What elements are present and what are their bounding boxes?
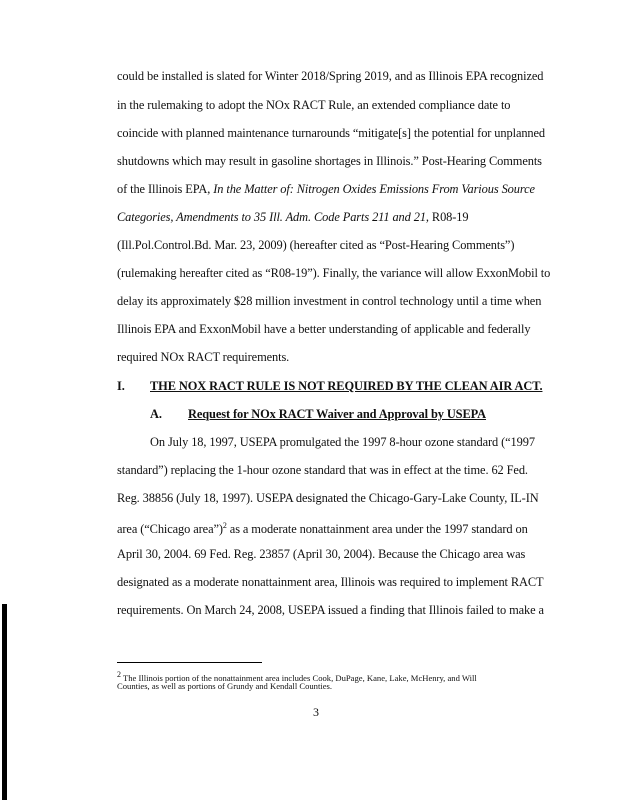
- text-line: On July 18, 1997, USEPA promulgated the 1997 8-hour ozone standard (“1997: [150, 435, 535, 449]
- text-line: [117, 210, 469, 224]
- footnote-continued: Counties, as well as portions of Grundy and Kendall Counties.: [117, 681, 333, 691]
- scan-edge-mark: [2, 604, 7, 800]
- text-line: April 30, 2004. 69 Fed. Reg. 23857 (April 30, 2004). Because the Chicago area was: [117, 547, 526, 561]
- text-line: (Ill.Pol.Control.Bd. Mar. 23, 2009) (hereafter cited as “Post-Hearing Comments”): [117, 238, 515, 252]
- text-line: Illinois EPA and ExxonMobil have a better understanding of applicable and federally: [117, 322, 531, 336]
- case-title-italic: Categories, Amendments to 35 Ill. Adm. Code Parts 211 and 21,: [117, 210, 429, 224]
- text-line: in the rulemaking to adopt the NOx RACT Rule, an extended compliance date to: [117, 98, 511, 112]
- footnote-reference: 2: [222, 521, 227, 530]
- text-line: Reg. 38856 (July 18, 1997). USEPA designated the Chicago-Gary-Lake County, IL-IN: [117, 491, 539, 505]
- text-line: shutdowns which may result in gasoline shortages in Illinois.” Post-Hearing Comments: [117, 154, 542, 168]
- text-line: delay its approximately $28 million investment in control technology until a time when: [117, 294, 542, 308]
- text-span: area (“Chicago area”): [117, 522, 223, 537]
- text-line: [117, 182, 535, 196]
- text-line: could be installed is slated for Winter 2018/Spring 2019, and as Illinois EPA recognized: [117, 69, 544, 83]
- text-line: standard”) replacing the 1-hour ozone standard that was in effect at the time. 62 Fed.: [117, 463, 528, 477]
- section-title: THE NOX RACT RULE IS NOT REQUIRED BY THE CLEAN AIR ACT.: [150, 379, 543, 393]
- subsection-title: Request for NOx RACT Waiver and Approval by USEPA: [188, 407, 487, 421]
- subsection-heading: [150, 407, 487, 421]
- text-line: coincide with planned maintenance turnarounds “mitigate[s] the potential for unplanned: [117, 126, 546, 140]
- text-line: required NOx RACT requirements.: [117, 350, 290, 364]
- text-line: designated as a moderate nonattainment area, Illinois was required to implement RACT: [117, 575, 544, 589]
- text-span: of the Illinois EPA,: [117, 182, 211, 196]
- text-line: requirements. On March 24, 2008, USEPA issued a finding that Illinois failed to make a: [117, 603, 544, 617]
- footnote-text: The Illinois portion of the nonattainment area includes Cook, DuPage, Kane, Lake, McHenry, and Will: [121, 672, 477, 683]
- footnote-marker: 2: [117, 670, 121, 679]
- section-number: I.: [117, 379, 125, 393]
- text-line: (rulemaking hereafter cited as “R08-19”). Finally, the variance will allow ExxonMobil to: [117, 266, 551, 280]
- text-span: as a moderate nonattainment area under the 1997 standard on: [226, 522, 528, 537]
- text-line: [117, 519, 528, 536]
- page-number: 3: [313, 705, 319, 719]
- section-heading: [117, 379, 543, 393]
- subsection-letter: A.: [150, 407, 162, 421]
- text-span: R08-19: [428, 210, 469, 224]
- footnote-divider: [117, 662, 262, 663]
- case-title-italic: In the Matter of: Nitrogen Oxides Emissions From Various Source: [213, 182, 535, 196]
